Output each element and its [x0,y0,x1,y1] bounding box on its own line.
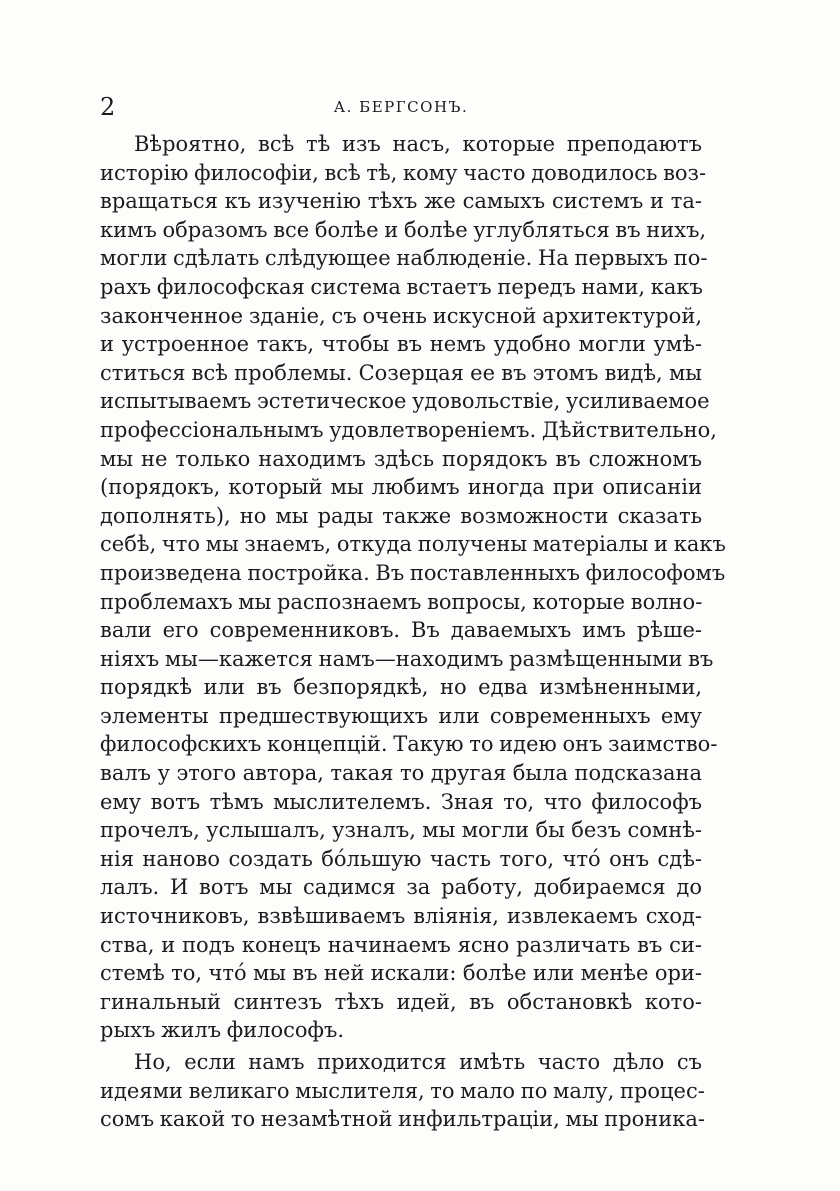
text-line: мы не только находимъ здѣсь порядокъ въ сложномъ [100,446,702,471]
paragraph [100,130,726,1045]
text-line: рахъ философская система встаетъ передъ нами, какъ [100,274,703,299]
text-line: стемѣ то, что́ мы въ ней искали: болѣе или менѣе ори- [100,961,702,986]
text-line: и устроенное такъ, чтобы въ немъ удобно могли умѣ- [100,332,702,357]
text-line: философскихъ концепцій. Такую то идею онъ заимство- [100,732,718,757]
text-line: элементы предшествующихъ или современныхъ ему [100,703,702,728]
text-line: Вѣроятно, всѣ тѣ изъ насъ, которые преподаютъ [134,132,702,156]
text-line: валъ у этого автора, такая то другая была подсказана [100,761,702,786]
body-text [100,130,726,1134]
text-line: ства, и подъ конецъ начинаемъ ясно различать въ си- [100,932,702,957]
text-line: дополнять), но мы рады также возможности сказать [100,503,702,528]
text-line: ему вотъ тѣмъ мыслителемъ. Зная то, что философъ [100,789,702,814]
text-line: испытываемъ эстетическое удовольствіе, усиливаемое [100,389,710,414]
text-line: законченное зданіе, съ очень искусной архитектурой, [100,303,702,328]
text-line: источниковъ, взвѣшиваемъ вліянія, извлекаемъ сход- [100,904,702,929]
running-head: А. БЕРГСОНЪ. [333,98,469,116]
text-line: сомъ какой то незамѣтной инфильтраціи, мы проника- [100,1107,706,1132]
text-line: могли сдѣлать слѣдующее наблюденіе. На первыхъ по- [100,246,708,271]
text-line: кимъ образомъ все болѣе и болѣе углубляться въ нихъ, [100,217,707,242]
text-line: рыхъ жилъ философъ. [100,1018,345,1043]
text-line: лалъ. И вотъ мы садимся за работу, добираемся до [100,875,702,900]
text-line: ститься всѣ проблемы. Созерцая ее въ этомъ видѣ, мы [100,360,702,385]
paragraph [100,1048,706,1134]
text-line: исторію философіи, всѣ тѣ, кому часто доводилось воз- [100,160,707,185]
text-line: ніяхъ мы—кажется намъ—находимъ размѣщенными въ [100,646,714,671]
text-line: гинальный синтезъ тѣхъ идей, въ обстановкѣ кото- [100,989,702,1014]
page-header [100,92,702,122]
text-line: произведена постройка. Въ поставленныхъ философомъ [100,560,726,585]
text-line: проблемахъ мы распознаемъ вопросы, которые волно- [100,589,703,614]
text-line: профессіональнымъ удовлетвореніемъ. Дѣйствительно, [100,417,717,442]
text-line: Но, если намъ приходится имѣть часто дѣло съ [134,1050,702,1074]
text-line: себѣ, что мы знаемъ, откуда получены матеріалы и какъ [100,532,726,557]
page-number: 2 [100,93,116,121]
text-line: нія наново создать бо́льшую часть того, что́ онъ сдѣ- [100,846,702,871]
text-line: порядкѣ или въ безпорядкѣ, но едва измѣненными, [100,675,702,700]
text-line: вали его современниковъ. Въ даваемыхъ имъ рѣше- [100,618,702,643]
text-line: прочелъ, услышалъ, узналъ, мы могли бы безъ сомнѣ- [100,818,702,843]
text-line: идеями великаго мыслителя, то мало по малу, процес- [100,1078,705,1103]
text-line: (порядокъ, который мы любимъ иногда при описаніи [100,475,702,500]
text-line: вращаться къ изученію тѣхъ же самыхъ системъ и та- [100,189,702,214]
